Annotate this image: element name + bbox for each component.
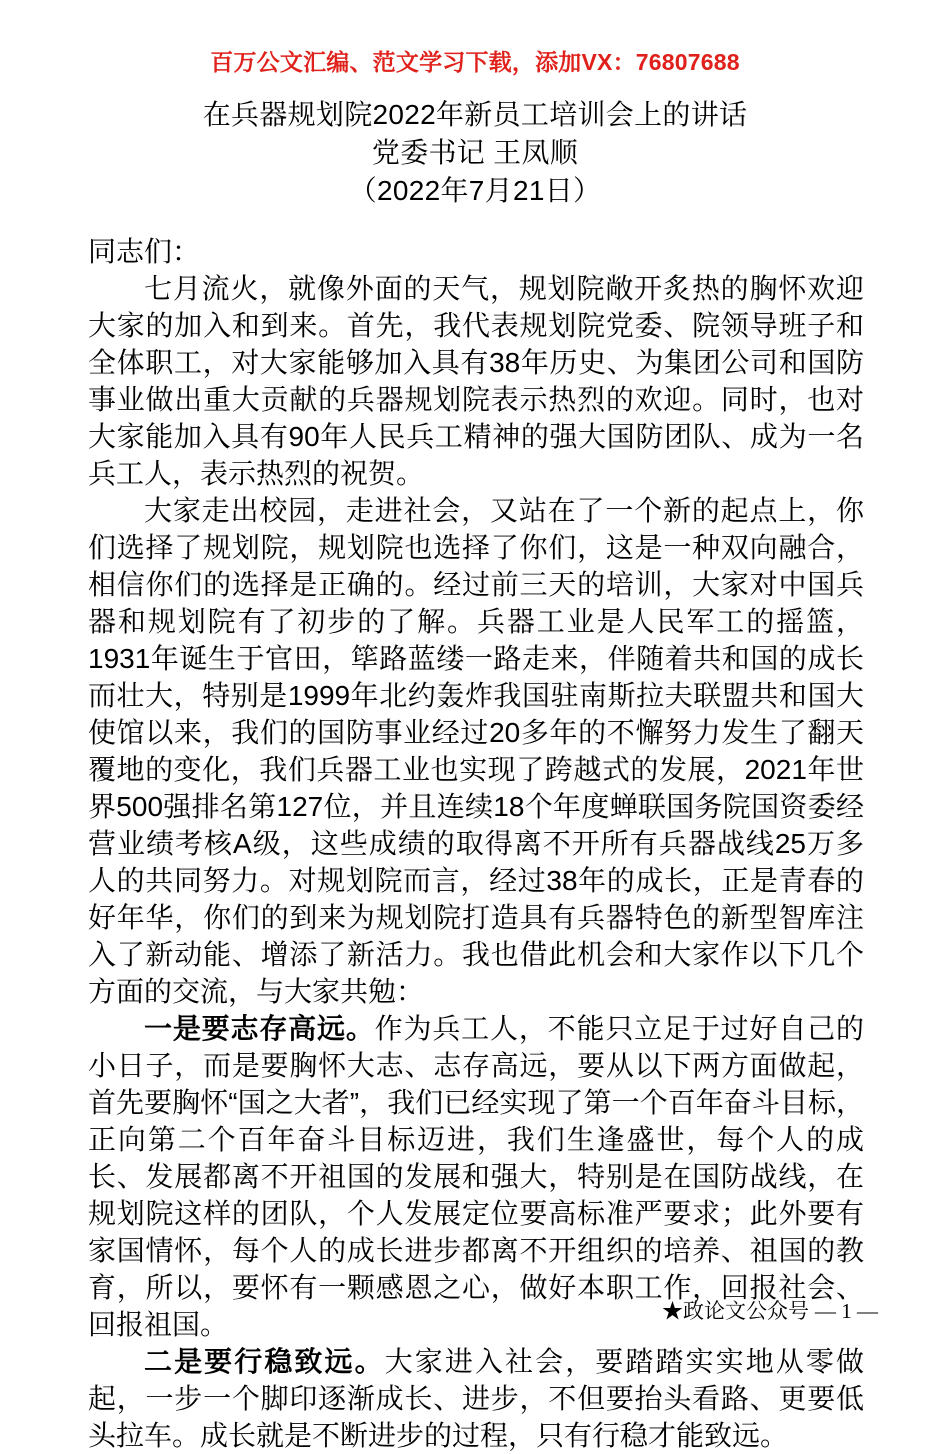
- title-block: [0, 96, 950, 210]
- page-number: — 1 —: [815, 1299, 878, 1323]
- page-footer: [0, 1297, 950, 1326]
- paragraph-text: 大家进入社会，要踏踏实实地从零做起，一步一个脚印逐渐成长、进步，不但要抬头看路、更要低头拉车。成长就是不断进步的过程，只有行稳才能致远。: [88, 1346, 864, 1451]
- paragraph-text: 大家走出校园，走进社会，又站在了一个新的起点上，你们选择了规划院，规划院也选择了你们，这是一种双向融合，相信你们的选择是正确的。经过前三天的培训，大家对中国兵器和规划院有了初步的了解。兵器工业是人民军工的摇篮，1931年诞生于官田，筚路蓝缕一路走来，伴随着共和国的成长而壮大，特别是1999年北约轰炸我国驻南斯拉夫联盟共和国大使馆以来，我们的国防事业经过20多年的不懈努力发生了翻天覆地的变化，我们兵器工业也实现了跨越式的发展，2021年世界500强排名第127位，并且连续18个年度蝉联国务院国资委经营业绩考核A级，这些成绩的取得离不开所有兵器战线25万多人的共同努力。对规划院而言，经过38年的成长，正是青春的好年华，你们的到来为规划院打造具有兵器特色的新型智库注入了新动能、增添了新活力。我也借此机会和大家作以下几个方面的交流，与大家共勉：: [88, 495, 864, 1007]
- body-paragraph: [88, 1010, 864, 1343]
- document-date: （2022年7月21日）: [348, 175, 602, 206]
- document-body: [88, 233, 864, 1454]
- footer-watermark: ★政论文公众号: [662, 1299, 809, 1323]
- document-byline: 党委书记 王凤顺: [371, 137, 579, 168]
- document-title: 在兵器规划院2022年新员工培训会上的讲话: [202, 99, 748, 130]
- promo-header-text: 百万公文汇编、范文学习下载，添加VX：76807688: [210, 49, 740, 75]
- paragraph-text: 作为兵工人，不能只立足于过好自己的小日子，而是要胸怀大志、志存高远，要从以下两方面做起，首先要胸怀“国之大者”，我们已经实现了第一个百年奋斗目标，正向第二个百年奋斗目标迈进，我们生逢盛世，每个人的成长、发展都离不开祖国的发展和强大，特别是在国防战线，在规划院这样的团队，个人发展定位要高标准严要求；此外要有家国情怀，每个人的成长进步都离不开组织的培养、祖国的教育，所以，要怀有一颗感恩之心，做好本职工作，回报社会、回报祖国。: [88, 1013, 864, 1340]
- body-paragraph: [88, 270, 864, 492]
- paragraph-text: 七月流火，就像外面的天气，规划院敞开炙热的胸怀欢迎大家的加入和到来。首先，我代表规划院党委、院领导班子和全体职工，对大家能够加入具有38年历史、为集团公司和国防事业做出重大贡献的兵器规划院表示热烈的欢迎。同时，也对大家能加入具有90年人民兵工精神的强大国防团队、成为一名兵工人，表示热烈的祝贺。: [88, 273, 864, 489]
- body-paragraph: [88, 1343, 864, 1454]
- salutation: 同志们：: [88, 236, 201, 267]
- paragraph-lead: 一是要志存高远。: [144, 1013, 375, 1044]
- paragraph-lead: 二是要行稳致远。: [144, 1346, 385, 1377]
- body-paragraph: [88, 492, 864, 1010]
